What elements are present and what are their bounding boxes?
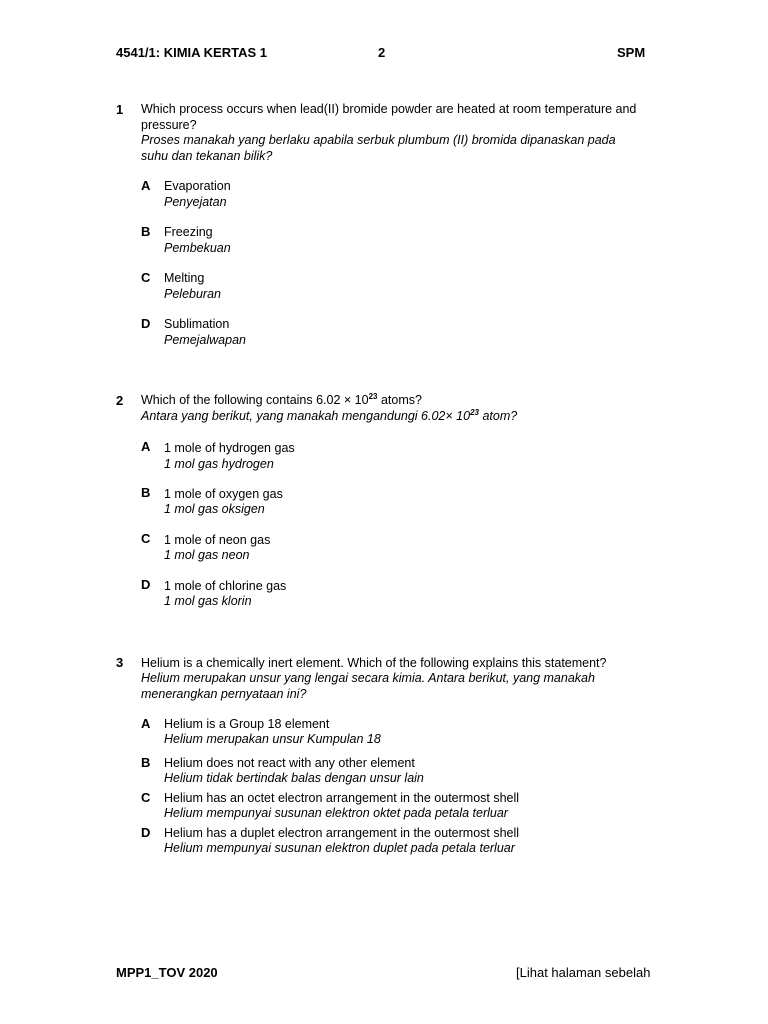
option-text-en: Evaporation bbox=[164, 179, 231, 193]
option-text-en: 1 mole of hydrogen gas bbox=[164, 441, 295, 455]
option-text-en: Helium has an octet electron arrangement in the outermost shell bbox=[164, 791, 520, 805]
option-text-ms: Pembekuan bbox=[164, 241, 231, 255]
option-text-en: Melting bbox=[164, 271, 205, 285]
option-letter: C bbox=[141, 270, 151, 285]
option-text-ms: 1 mol gas klorin bbox=[164, 594, 252, 608]
option-letter: D bbox=[141, 316, 151, 331]
option-text-ms: 1 mol gas oksigen bbox=[164, 502, 265, 516]
option-text-ms: Peleburan bbox=[164, 287, 221, 301]
option-text-en: Sublimation bbox=[164, 317, 230, 331]
header-paper-code: 4541/1: KIMIA KERTAS 1 bbox=[116, 45, 267, 60]
option-text-en: Helium has a duplet electron arrangement in the outermost shell bbox=[164, 826, 520, 840]
option-text-ms: Helium mempunyai susunan elektron oktet pada petala terluar bbox=[164, 806, 508, 820]
option-text-ms: Pemejalwapan bbox=[164, 333, 246, 347]
option-text-en: 1 mole of oxygen gas bbox=[164, 487, 283, 501]
option-letter: C bbox=[141, 790, 151, 805]
option-text-ms: Helium mempunyai susunan elektron duplet pada petala terluar bbox=[164, 841, 515, 855]
option-text-ms: Penyejatan bbox=[164, 195, 227, 209]
question-number: 2 bbox=[116, 393, 124, 408]
question-number: 3 bbox=[116, 655, 124, 670]
option-text-ms: Helium merupakan unsur Kumpulan 18 bbox=[164, 732, 381, 746]
option-letter: B bbox=[141, 485, 151, 500]
option-text-en: 1 mole of chlorine gas bbox=[164, 579, 287, 593]
option-letter: A bbox=[141, 439, 151, 454]
question-number: 1 bbox=[116, 102, 124, 117]
option-letter: C bbox=[141, 531, 151, 546]
option-letter: B bbox=[141, 755, 151, 770]
question-text-ms: Proses manakah yang berlaku apabila serbuk plumbum (II) bromida dipanaskan pada suhu dan tekanan bilik? bbox=[141, 133, 616, 163]
option-text-en: 1 mole of neon gas bbox=[164, 533, 271, 547]
option-letter: A bbox=[141, 716, 151, 731]
option-letter: D bbox=[141, 825, 151, 840]
header-exam-name: SPM bbox=[617, 45, 646, 60]
question-text-en: Helium is a chemically inert element. Which of the following explains this statement? bbox=[141, 656, 607, 670]
footer-paper-id: MPP1_TOV 2020 bbox=[116, 965, 218, 980]
footer-turn-page-note: [Lihat halaman sebelah bbox=[516, 965, 651, 980]
header-page-number: 2 bbox=[378, 45, 386, 60]
option-letter: A bbox=[141, 178, 151, 193]
option-text-en: Freezing bbox=[164, 225, 213, 239]
option-text-ms: 1 mol gas neon bbox=[164, 548, 250, 562]
question-text-ms: Helium merupakan unsur yang lengai secara kimia. Antara berikut, yang manakah menerangkan pernyataan ini? bbox=[141, 671, 595, 701]
option-letter: B bbox=[141, 224, 151, 239]
option-text-en: Helium is a Group 18 element bbox=[164, 717, 330, 731]
option-text-ms: 1 mol gas hydrogen bbox=[164, 457, 274, 471]
question-text-ms: Antara yang berikut, yang manakah mengandungi $6.02\times 10^{23}$ atom? bbox=[141, 408, 518, 423]
option-text-ms: Helium tidak bertindak balas dengan unsur lain bbox=[164, 771, 424, 785]
option-letter: D bbox=[141, 577, 151, 592]
question-text-en: Which of the following contains $6.02 \times 10^{23}$ atoms? bbox=[141, 392, 422, 407]
question-text-en: Which process occurs when lead(II) bromide powder are heated at room temperature and pressure? bbox=[141, 102, 637, 132]
option-text-en: Helium does not react with any other element bbox=[164, 756, 415, 770]
